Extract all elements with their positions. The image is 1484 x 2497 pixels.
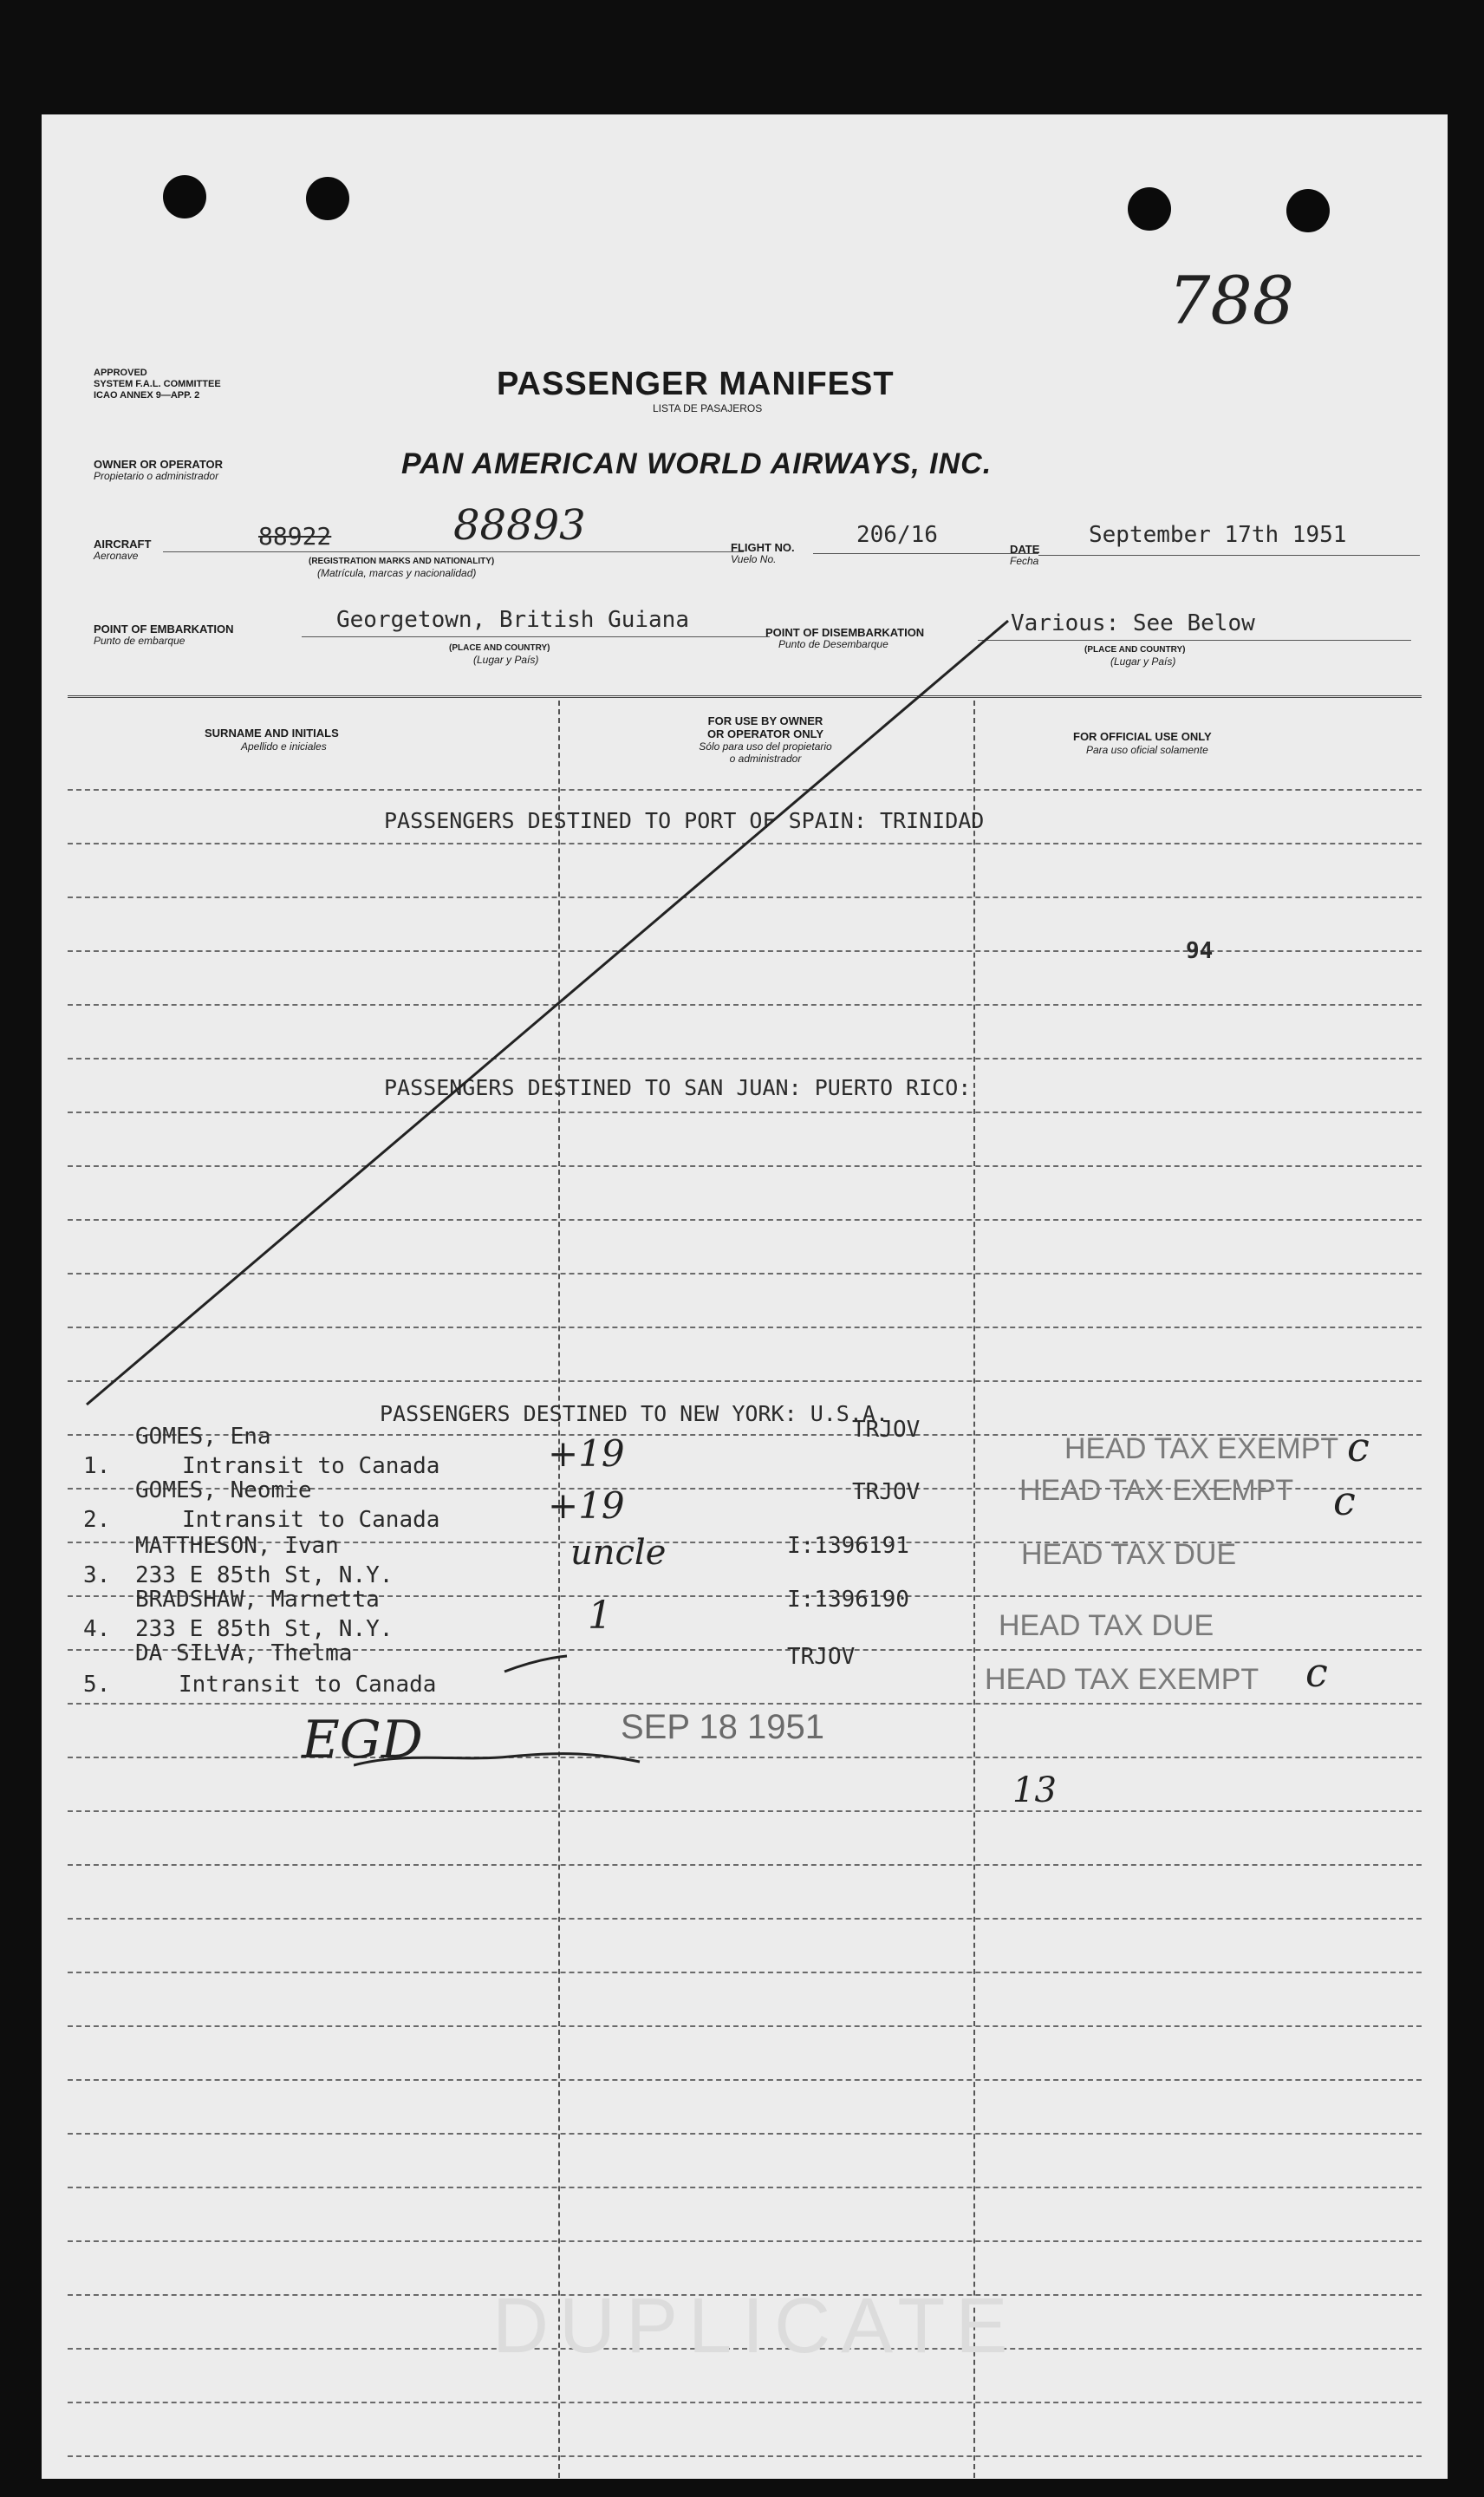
passenger-stamp: HEAD TAX EXEMPT <box>1019 1474 1294 1507</box>
total-mark: 13 <box>1012 1770 1057 1810</box>
passenger-stamp: HEAD TAX DUE <box>1021 1538 1237 1571</box>
passenger-code: c <box>1347 1424 1370 1470</box>
passenger-stamp: HEAD TAX DUE <box>999 1609 1214 1642</box>
flight-value: 206/16 <box>856 522 938 548</box>
owner-value: PAN AMERICAN WORLD AIRWAYS, INC. <box>401 447 993 480</box>
passenger-doc: TRJOV <box>852 1479 921 1505</box>
embark-value: Georgetown, British Guiana <box>336 607 689 633</box>
passenger-name: GOMES, Neomie <box>135 1477 312 1503</box>
registration-caption: (REGISTRATION MARKS AND NATIONALITY) <box>309 557 495 566</box>
page-subtitle: LISTA DE PASAJEROS <box>653 402 763 414</box>
place-caption-2: (PLACE AND COUNTRY) <box>1084 645 1186 655</box>
place-caption-es: (Lugar y País) <box>473 654 539 666</box>
passenger-detail: 233 E 85th St, N.Y. <box>135 1616 394 1642</box>
page-title: PASSENGER MANIFEST <box>497 366 895 402</box>
disembark-value: Various: See Below <box>1011 610 1255 636</box>
col-header-official: FOR OFFICIAL USE ONLY <box>1073 730 1212 743</box>
passenger-detail: Intransit to Canada <box>182 1507 440 1533</box>
passenger-stamp: HEAD TAX EXEMPT <box>1064 1432 1339 1465</box>
owner-label-es: Propietario o administrador <box>94 470 219 482</box>
section-new-york: PASSENGERS DESTINED TO NEW YORK: U.S.A. <box>380 1401 888 1426</box>
passenger-detail: Intransit to Canada <box>179 1672 437 1698</box>
passenger-stamp: HEAD TAX EXEMPT <box>985 1663 1259 1696</box>
manifest-page <box>42 114 1448 2479</box>
approved-line: ICAO ANNEX 9—APP. 2 <box>94 390 200 401</box>
col-header-owner-es-line: o administrador <box>729 753 802 765</box>
passenger-doc: I:1396190 <box>787 1587 909 1613</box>
passenger-number: 2. <box>83 1507 111 1533</box>
flight-label: FLIGHT NO. <box>731 541 795 554</box>
passenger-doc: I:1396191 <box>787 1533 909 1559</box>
passenger-detail: 233 E 85th St, N.Y. <box>135 1562 394 1588</box>
passenger-number: 5. <box>83 1672 111 1698</box>
watermark: DUPLICATE <box>492 2283 1019 2370</box>
passenger-name: DA SILVA, Thelma <box>135 1640 353 1666</box>
passenger-mark: 1 <box>588 1594 612 1638</box>
passenger-name: MATTHESON, Ivan <box>135 1533 339 1559</box>
passenger-number: 1. <box>83 1453 111 1479</box>
col-header-surname: SURNAME AND INITIALS <box>205 727 339 740</box>
place-caption: (PLACE AND COUNTRY) <box>449 643 550 653</box>
col-header-owner-es-line: Sólo para uso del propietario <box>699 740 832 753</box>
date-value: September 17th 1951 <box>1089 522 1347 548</box>
disembark-label-es: Punto de Desembarque <box>778 638 888 650</box>
aircraft-value: 88893 <box>453 501 586 550</box>
embark-label-es: Punto de embarque <box>94 635 186 647</box>
signature-flourish <box>354 1736 648 1779</box>
date-label-es: Fecha <box>1010 555 1039 567</box>
date-label: DATE <box>1010 543 1040 556</box>
check-mark <box>501 1649 570 1684</box>
passenger-name: BRADSHAW, Marnetta <box>135 1587 380 1613</box>
aircraft-label: AIRCRAFT <box>94 538 152 551</box>
aircraft-label-es: Aeronave <box>94 550 139 562</box>
col-header-official-es: Para uso oficial solamente <box>1086 744 1208 756</box>
passenger-mark: +19 <box>548 1484 625 1527</box>
approved-line: SYSTEM F.A.L. COMMITTEE <box>94 379 221 389</box>
disembark-label: POINT OF DISEMBARKATION <box>765 626 925 639</box>
passenger-doc: TRJOV <box>852 1417 921 1443</box>
passenger-mark: uncle <box>570 1533 667 1573</box>
col-header-owner-line: OR OPERATOR ONLY <box>706 727 824 740</box>
passenger-doc: TRJOV <box>787 1644 856 1670</box>
passenger-name: GOMES, Ena <box>135 1424 271 1450</box>
section-trinidad: PASSENGERS DESTINED TO PORT OF SPAIN: TRINIDAD <box>384 808 985 833</box>
registration-caption-es: (Matrícula, marcas y nacionalidad) <box>317 567 477 579</box>
place-caption-2-es: (Lugar y País) <box>1110 655 1176 668</box>
signature: EGD <box>302 1710 423 1770</box>
approved-line: APPROVED <box>94 368 147 378</box>
passenger-detail: Intransit to Canada <box>182 1453 440 1479</box>
passenger-code: c <box>1305 1649 1328 1696</box>
section-puerto-rico: PASSENGERS DESTINED TO SAN JUAN: PUERTO RICO: <box>384 1075 972 1100</box>
owner-label: OWNER OR OPERATOR <box>94 458 224 471</box>
trinidad-count: 94 <box>1186 938 1214 964</box>
date-stamp: SEP 18 1951 <box>621 1708 825 1746</box>
aircraft-struck: 88922 <box>258 522 332 551</box>
col-header-surname-es: Apellido e iniciales <box>241 740 327 753</box>
passenger-number: 3. <box>83 1562 111 1588</box>
cancel-stroke <box>42 114 1448 2479</box>
passenger-number: 4. <box>83 1616 111 1642</box>
passenger-mark: +19 <box>548 1432 625 1475</box>
flight-label-es: Vuelo No. <box>731 553 777 565</box>
embark-label: POINT OF EMBARKATION <box>94 623 234 636</box>
col-header-owner-line: FOR USE BY OWNER <box>707 714 823 727</box>
passenger-code: c <box>1333 1477 1356 1524</box>
page-number: 788 <box>1168 262 1295 339</box>
